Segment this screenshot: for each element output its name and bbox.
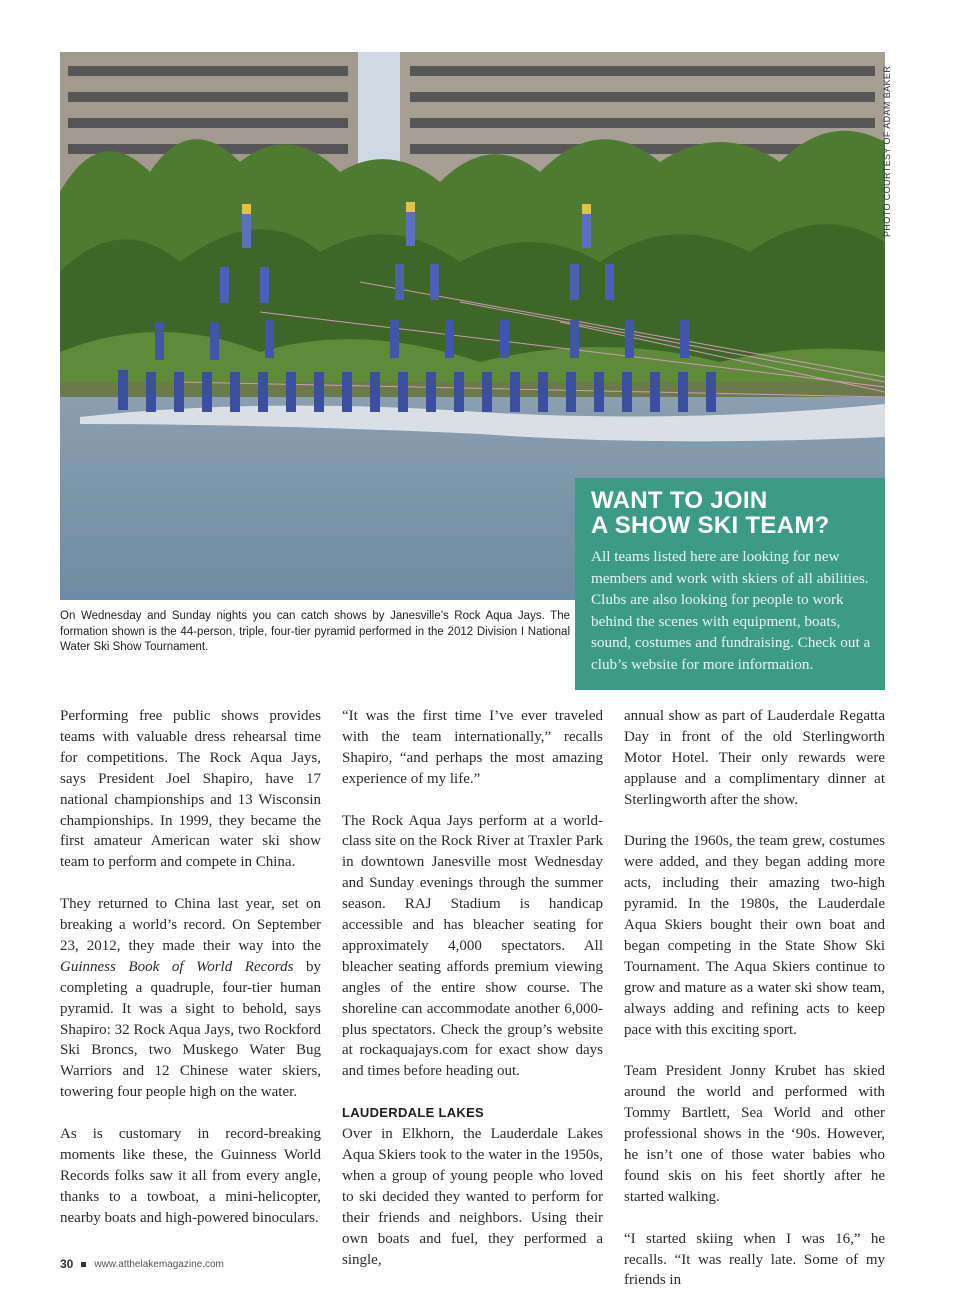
article-column-3 — [624, 706, 885, 1312]
join-team-sidebar — [575, 478, 885, 690]
paragraph: annual show as part of Lauderdale Regatta Day in front of the old Sterlingworth Motor Hotel. Their only rewards were applause and a complimentary dinner at Sterlingworth after the show. — [624, 708, 885, 808]
paragraph: Team President Jonny Krubet has skied around the world and performed with Tommy Bartlett, Sea World and other professional shows in the ‘90s. However, he isn’t one of those water babies who found skis on his feet shortly after he started walking. — [624, 1063, 885, 1205]
sidebar-title-line2: A SHOW SKI TEAM? — [591, 512, 830, 539]
photo-caption: On Wednesday and Sunday nights you can catch shows by Janesville’s Rock Aqua Jays. The formation shown is the 44-person, triple, four-tier pyramid performed in the 2012 Division I National Water Ski Show Tournament. — [60, 610, 570, 654]
paragraph: As is customary in record-breaking moments like these, the Guinness World Records folks saw it all from every angle, thanks to a towboat, a mini-helicopter, nearby boats and high-powered binoculars. — [60, 1126, 321, 1226]
sidebar-title-line1: WANT TO JOIN — [591, 487, 768, 514]
page-number: 30 — [60, 1257, 74, 1271]
photo-credit: PHOTO COURTESY OF ADAM BAKER — [882, 65, 892, 237]
paragraph-text: They returned to China last year, set on breaking a world’s record. On September 23, 2012, they made their way into the — [60, 896, 321, 954]
paragraph: “I started skiing when I was 16,” he recalls. “It was really late. Some of my friends in — [624, 1230, 885, 1289]
page-footer — [60, 1256, 224, 1272]
sidebar-body: All teams listed here are looking for new members and work with skiers of all abilities. Clubs are also looking for people to work behind the scenes with equipment, boats, sound, costumes and fundraising. Check out a club’s website for more information. — [591, 548, 871, 673]
book-title: Guinness Book of World Records — [60, 958, 294, 975]
paragraph: Over in Elkhorn, the Lauderdale Lakes Aqua Skiers took to the water in the 1950s, when a group of young people who loved to ski decided they wanted to perform for their friends and neighbors. Using their own boats and fuel, they performed a single, — [342, 1126, 603, 1268]
article-column-2 — [342, 706, 603, 1291]
paragraph: The Rock Aqua Jays perform at a world-class site on the Rock River at Traxler Park in downtown Janesville most Wednesday and Sunday evenings through the summer season. RAJ Stadium is handicap accessible and has bleacher seating for approximately 4,000 spectators. All bleacher seating affords premium viewing angles of the entire show course. The shoreline can accommodate another 6,000-plus spectators. Check the group’s website at rockaquajays.com for exact show days and times before heading out. — [342, 812, 603, 1080]
footer-separator — [81, 1262, 86, 1267]
paragraph: “It was the first time I’ve ever traveled with the team internationally,” recalls Shapiro, “and perhaps the most amazing experience of my life.” — [342, 708, 603, 787]
sidebar-title — [591, 488, 873, 538]
paragraph: During the 1960s, the team grew, costumes were added, and they began adding more acts, including their amazing two-high pyramid. In the 1980s, the Lauderdale Aqua Skiers bought their own boat and began competing in the State Show Ski Tournament. The Aqua Skiers continue to grow and mature as a water ski show team, always adding and refining acts to keep pace with this exciting sport. — [624, 833, 885, 1038]
paragraph-text: by completing a quadruple, four-tier human pyramid. It was a sight to behold, says Shapiro: 32 Rock Aqua Jays, two Rockford Ski Broncs, two Muskego Water Bug Warriors and 12 Chinese water skiers, towering four people high on the water. — [60, 958, 321, 1101]
website-link[interactable]: www.atthelakemagazine.com — [94, 1258, 224, 1270]
section-heading: LAUDERDALE LAKES — [342, 1105, 485, 1121]
article-column-1 — [60, 706, 321, 1250]
paragraph — [60, 894, 321, 1103]
paragraph: Performing free public shows provides teams with valuable dress rehearsal time for competitions. The Rock Aqua Jays, says President Joel Shapiro, have 17 national championships and 13 Wisconsin championships. In 1999, they became the first amateur American water ski show team to perform and compete in China. — [60, 708, 321, 871]
